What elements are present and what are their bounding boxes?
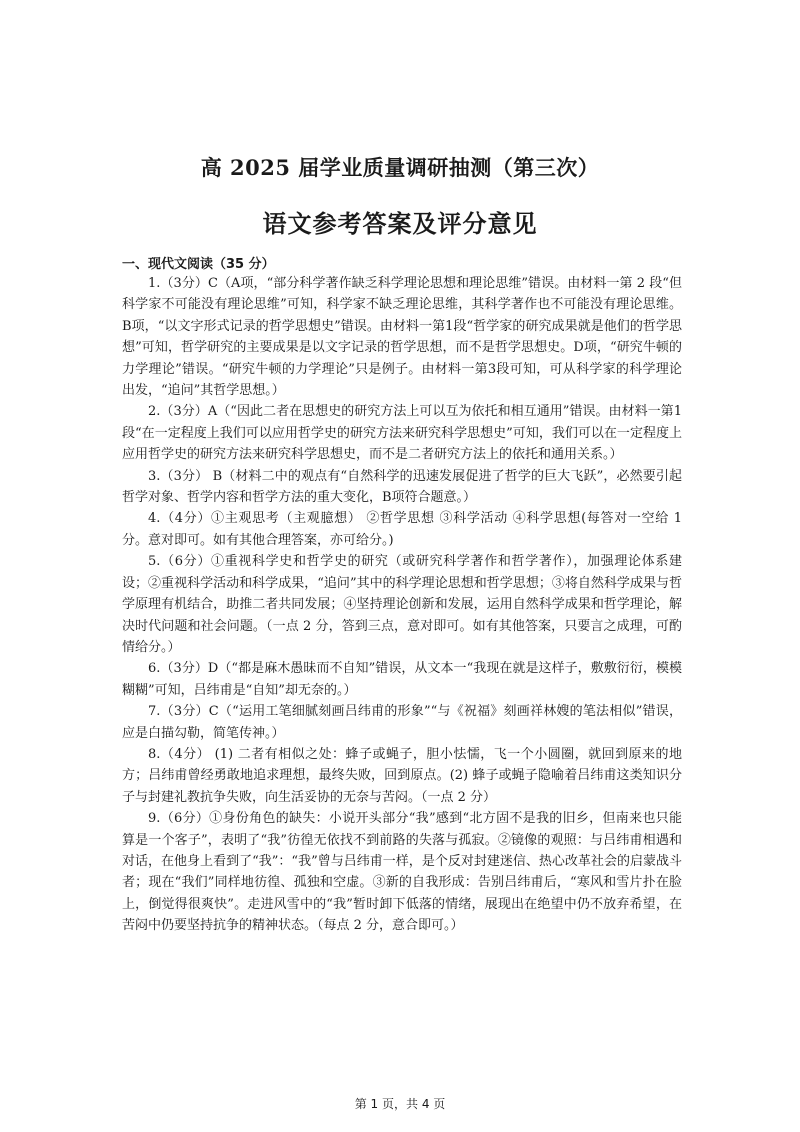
answer-item-4: 4.（4分）①主观思考（主观臆想） ②哲学思想 ③科学活动 ④科学思想(每答对一空给 1 分。意对即可。如有其他合理答案，亦可给分。) <box>122 511 682 548</box>
answer-item-1: 1.（3分）C（A项，“部分科学著作缺乏科学理论思想和理论思维”错误。由材料一第 2 段“但科学家不可能没有理论思维”可知，科学家不缺乏理论思维，其科学著作也不可能没有理论思维。B项，“以文字形式记录的哲学思想史”错误。由材料一第1段“哲学家的研究成果就是他们的哲学思想”可知，哲学研究的主要成果是以文字记录的哲学思想，而不是哲学思想史。D项，“研究牛顿的力学理论”错误。“研究牛顿的力学理论”只是例子。由材料一第3段可知，可从科学家的科学理论出发，“追问”其哲学思想。） <box>122 276 682 399</box>
page-number: 第 1 页，共 4 页 <box>354 1097 446 1111</box>
answer-item-5: 5.（6分）①重视科学史和哲学史的研究（或研究科学著作和哲学著作），加强理论体系建设；②重视科学活动和科学成果，“追问”其中的科学理论思想和哲学思想；③将自然科学成果与哲学原理有机结合，助推二者共同发展；④坚持理论创新和发展，运用自然科学成果和哲学理论，解决时代问题和社会问题。（一点 2 分，答到三点，意对即可。如有其他答案，只要言之成理，可酌情给分。） <box>122 554 682 655</box>
answer-item-7: 7.（3分）C（“运用工笔细腻刻画吕纬甫的形象”“与《祝福》刻画祥林嫂的笔法相似”错误，应是白描勾勒，简笔传神。） <box>122 704 682 741</box>
document-subtitle: 语文参考答案及评分意见 <box>262 209 538 238</box>
answer-list <box>122 273 682 937</box>
answer-item-3: 3.（3分） B（材料二中的观点有“自然科学的迅速发展促进了哲学的巨大飞跃”，必然要引起哲学对象、哲学内容和哲学方法的重大变化，B项符合题意。） <box>122 468 682 506</box>
document-title: 高 2025 届学业质量调研抽测（第三次） <box>200 155 600 180</box>
answer-item-6: 6.（3分）D（“都是麻木愚昧而不自知”错误，从文本一“我现在就是这样子，敷敷衍衍，模模糊糊”可知，吕纬甫是“自知”却无奈的。） <box>122 661 682 698</box>
answer-item-2: 2.（3分）A（“因此二者在思想史的研究方法上可以互为依托和相互通用”错误。由材料一第1段“在一定程度上我们可以应用哲学史的研究方法来研究科学思想史”可知，我们可以在一定程度上应用哲学史的研究方法来研究科学思想史，而不是二者研究方法上的依托和通用关系。） <box>122 404 682 463</box>
section-heading: 一、现代文阅读（35 分） <box>122 257 275 272</box>
answer-item-8: 8.（4分） (1) 二者有相似之处：蜂子或蝇子，胆小怯懦，飞一个小圆圈，就回到原来的地方；吕纬甫曾经勇敢地追求理想，最终失败，回到原点。(2) 蜂子或蝇子隐喻着吕纬甫这类知识分子与封建礼教抗争失败，向生活妥协的无奈与苦闷。（一点 2 分） <box>122 746 682 805</box>
answer-item-9: 9.（6分）①身份角色的缺失：小说开头部分“我”感到“北方固不是我的旧乡，但南来也只能算是一个客子”，表明了“我”彷徨无依找不到前路的失落与孤寂。②镜像的观照：与吕纬甫相遇和对话，在他身上看到了“我”：“我”曾与吕纬甫一样，是个反对封建迷信、热心改革社会的启蒙战斗者；现在“我们”同样地彷徨、孤独和空虚。③新的自我形成：告别吕纬甫后，“寒风和雪片扑在脸上，倒觉得很爽快”。走进风雪中的“我”暂时卸下低落的情绪，展现出在绝望中仍不放弃希望，在苦闷中仍要坚持抗争的精神状态。（每点 2 分，意合即可。） <box>122 811 682 934</box>
